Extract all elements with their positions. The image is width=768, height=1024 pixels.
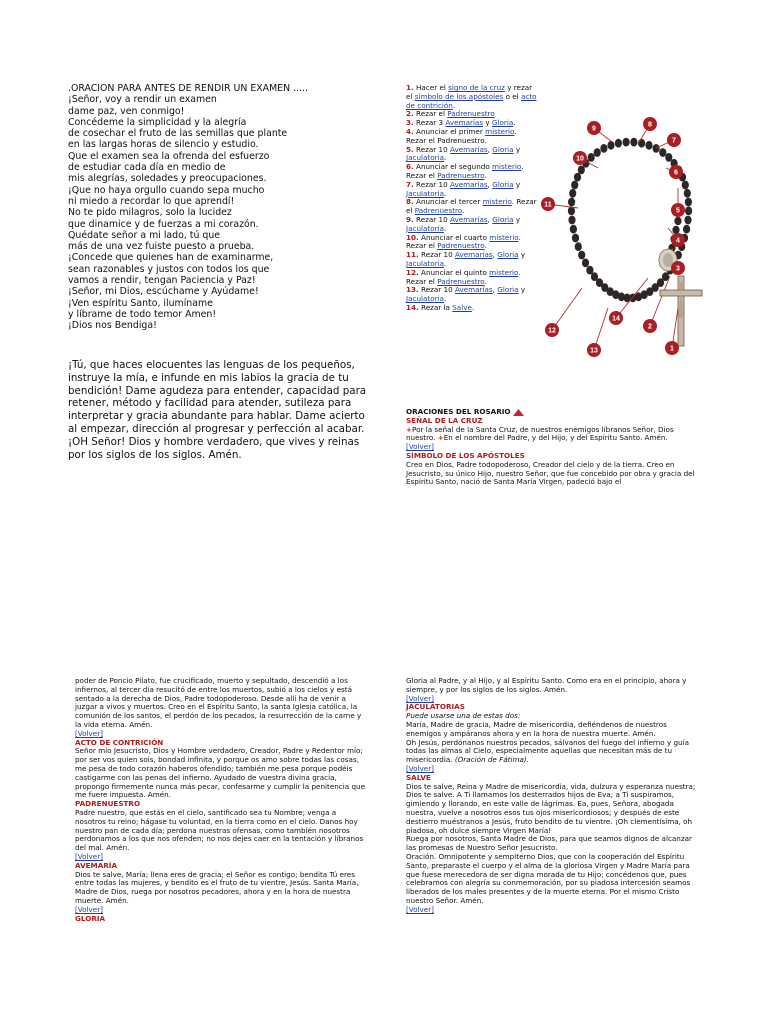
up-arrow-icon[interactable] <box>513 409 524 416</box>
simbolo-text: Creo en Dios, Padre todopoderoso, Creador del cielo y de la tierra. Creo en Jesucristo, su único Hijo, nuestro Señor, que fue concebido por obra y gracia del Espíritu Santo, nació de Santa María Virgen, padeció bajo el <box>406 459 695 487</box>
link-gloria[interactable]: Gloria <box>491 118 514 128</box>
exam-line: en las largas horas de silencio y estudio. <box>68 139 259 151</box>
acto-text: Señor mío Jesucristo, Dios y Hombre verdadero, Creador, Padre y Redentor mío; por ser vos quien sois, bondad infinita, y porque os amo sobre todas las cosas, me pesa de todo corazón haberos ofendido; también me pesa porque podéis castigarme con las penas del infierno. Ayudado de vuestra divina gracia, propongo firmemente nunca más pecar, confesarme y cumplir la penitencia que me fuere impuesta. Amén. <box>75 746 365 800</box>
exam-line: vamos a rendir, tengan Paciencia y Paz! <box>68 275 256 287</box>
step-12: 12. Anunciar el quinto misterio. Rezar el Padrenuestro. <box>406 267 521 286</box>
jac-intro: Puede usarse una de estas dos: <box>406 711 521 721</box>
link-misterio[interactable]: misterio <box>489 267 519 277</box>
step-10: 10. Anunciar el cuarto misterio. Rezar el Padrenuestro. <box>406 232 521 251</box>
rosary-number-label: 6 <box>674 169 678 177</box>
rosary-bead <box>665 153 672 162</box>
rosary-bead <box>607 141 614 150</box>
rosary-illustration <box>538 108 766 363</box>
exam-line: y líbrame de todo temor Amen! <box>68 308 217 320</box>
link-jaculatoria[interactable]: Jaculatoria <box>406 153 445 163</box>
link-misterio[interactable]: misterio <box>485 126 515 136</box>
rosary-bead <box>623 138 630 147</box>
rosary-bead <box>653 144 660 153</box>
exam-line: más de una vez fuiste puesto a prueba. <box>68 241 255 253</box>
rosary-number-label: 4 <box>676 237 680 245</box>
gloria-title: GLORIA <box>75 913 106 923</box>
cross-icon: + <box>406 424 413 434</box>
step-6: 6. Anunciar el segundo misterio. Rezar el Padrenuestro. <box>406 162 524 180</box>
link-avemarias[interactable]: Avemarías <box>449 179 488 189</box>
link-padrenuestro[interactable]: Padrenuestro <box>437 241 485 251</box>
volver-link[interactable]: [Volver] <box>406 763 434 773</box>
salve-text: Dios te salve, Reina y Madre de misericordia, vida, dulzura y esperanza nuestra; Dios te salve. A Ti llamamos los desterrados hijos de Eva; a Ti suspiramos, gimiendo y llorando, en este valle de lágrimas. Ea, pues, Señora, abogada nuestra, vuelve a nosotros esos tus ojos misericordiosos; y después de este destierro muéstranos a Jesús, fruto bendito de tu vientre. ¡Oh clementísima, oh piadosa, oh dulce siempre Virgen María! <box>406 781 696 835</box>
step-9: 9. Rezar 10 Avemarías, Gloria y Jaculatoria. <box>406 214 521 233</box>
rosary-bead <box>594 148 601 157</box>
link-avemarias[interactable]: Avemarías <box>449 214 488 224</box>
rosary-bead <box>685 207 692 216</box>
step-4: 4. Anunciar el primer misterio. Rezar el Padrenuestro. <box>406 126 517 145</box>
exam-line: de cosechar el fruto de las semillas que plante <box>68 128 288 140</box>
rosary-bead <box>674 217 681 225</box>
volver-link[interactable]: [Volver] <box>75 728 103 738</box>
padre-title: PADRENUESTRO <box>75 799 141 809</box>
step-7: 7. Rezar 10 Avemarías, Gloria y Jaculatoria. <box>406 179 521 198</box>
rosary-bead <box>630 138 637 147</box>
step-13: 13. Rezar 10 Avemarías, Gloria y Jaculatoria. <box>406 285 526 304</box>
exam-line: de estudiar cada día en medio de <box>68 162 226 174</box>
step-8: 8. Anunciar el tercer misterio. Rezar el Padrenuestro. <box>406 197 537 216</box>
acto-title: ACTO DE CONTRICIÓN <box>75 737 164 747</box>
link-padrenuestro[interactable]: Padrenuestro <box>437 276 485 286</box>
senal-text: +Por la señal de la Santa Cruz, de nuestros enemigos líbranos Señor, Dios nuestro. +En el nombre del Padre, y del Hijo, y del Espíritu Santo. Amén. <box>406 424 674 443</box>
link-avemarias[interactable]: Avemarías <box>454 285 493 295</box>
rosary-bead <box>684 189 691 198</box>
step-2: 2. Rezar el Padrenuestro <box>406 109 495 119</box>
rosary-number-label: 11 <box>544 201 552 209</box>
rosary-bead <box>600 144 607 153</box>
rosary-bead <box>682 181 689 190</box>
link-jaculatoria[interactable]: Jaculatoria <box>406 258 445 268</box>
exam-line: ¡Ven espíritu Santo, ilumíname <box>68 297 213 309</box>
crucifix-icon <box>660 276 702 346</box>
link-misterio[interactable]: misterio <box>489 232 519 242</box>
rosary-bead <box>645 141 652 150</box>
rosary-number-label: 5 <box>676 207 680 215</box>
ave-title: AVEMARÍA <box>75 860 118 870</box>
link-padrenuestro[interactable]: Padrenuestro <box>447 109 495 119</box>
step-3: 3. Rezar 3 Avemarías y Gloria. <box>406 118 516 128</box>
tu-prayer <box>68 359 368 461</box>
link-gloria[interactable]: Gloria <box>492 214 514 224</box>
exam-line: ¡Dios nos Bendiga! <box>68 320 157 332</box>
link-misterio[interactable]: misterio <box>482 197 512 207</box>
exam-line: Quédate señor a mi lado, tú que <box>68 229 221 241</box>
link-jaculatoria[interactable]: Jaculatoria <box>406 223 445 233</box>
volver-link[interactable]: [Volver] <box>406 693 434 703</box>
oraciones-section <box>406 408 698 487</box>
exam-line: Concédeme la simplicidad y la alegría <box>68 116 247 128</box>
rosary-bead <box>615 139 622 148</box>
padre-text: Padre nuestro, que estás en el cielo, santificado sea tu Nombre; venga a nosotros tu reino; hágase tu voluntad, en la tierra como en el cielo. Danos hoy nuestro pan de cada día; perdona nuestras ofensas, como también nosotros perdonamos a los que nos ofenden; no nos dejes caer en la tentación y líbranos del mal. Amén. <box>75 807 364 853</box>
exam-line: dame paz, ven conmigo! <box>68 105 185 117</box>
exam-line: sean razonables y justos con todos los que <box>68 263 270 275</box>
link-gloria[interactable]: Gloria <box>492 144 514 154</box>
volver-link[interactable]: [Volver] <box>406 442 434 452</box>
rosary-bead <box>574 173 581 182</box>
step-14: 14. Rezar la Salve. <box>406 302 475 312</box>
link-padrenuestro[interactable]: Padrenuestro <box>437 170 485 180</box>
link-gloria[interactable]: Gloria <box>492 179 514 189</box>
rosary-bead <box>569 189 576 198</box>
rosary-number-label: 7 <box>672 137 676 145</box>
rosary-bead <box>685 198 692 207</box>
rosary-number-label: 12 <box>548 327 556 335</box>
exam-line: mis alegrías, soledades y preocupaciones. <box>68 173 267 185</box>
simbolo-text-cont: poder de Poncio Pilato, fue crucificado, muerto y sepultado, descendió a los infiernos, al tercer día resucitó de entre los muertos, subió a los cielos y está sentado a la derecha de Dios, Padre todopoderoso. Desde allí ha de venir a juzgar a vivos y muertos. Creo en el Espíritu Santo, la santa Iglesia católica, la comunión de los santos, el perdón de los pecados, la resurrección de la carne y la vida eterna. Amén. <box>75 676 362 729</box>
link-salve[interactable]: Salve <box>452 302 472 312</box>
volver-link[interactable]: [Volver] <box>406 904 434 914</box>
rosary-bead <box>572 234 579 243</box>
simbolo-title: SÍMBOLO DE LOS APÓSTOLES <box>406 450 525 460</box>
tu-prayer-closing: ¡OH Señor! Dios y hombre verdadero, que vives y reinas por los siglos de los siglos. Amén. <box>68 435 360 461</box>
volver-link[interactable]: [Volver] <box>75 904 103 914</box>
rosary-bead <box>586 266 593 275</box>
exam-prayer <box>68 83 358 332</box>
rosary-bead <box>684 216 691 225</box>
rosary-number-label: 3 <box>676 265 680 273</box>
rosary-beads <box>568 138 692 303</box>
rosary-number-label: 14 <box>612 315 620 323</box>
exam-line: .ORACION PARA ANTES DE RENDIR UN EXAMEN ..... <box>68 83 308 94</box>
rosary-bead <box>571 181 578 190</box>
oraciones-column-right <box>406 677 698 915</box>
salve-oracion: Oración. Omnipotente y sempiterno Dios, que con la cooperación del Espíritu Santo, preparaste el cuerpo y el alma de la gloriosa Virgen y Madre María para que fuese merecedora de ser digna morada de tu Hijo; concédenos que, pues celebramos con alegría su conmemoración, por su piadosa intercesión seamos liberados de los males presentes y de la muerte eterna. Por el mismo Cristo nuestro Señor. Amén. <box>406 851 691 905</box>
link-avemarias[interactable]: Avemarías <box>454 250 493 260</box>
rosary-bead <box>683 225 690 234</box>
rosary-bead <box>568 198 575 207</box>
oraciones-column-left <box>75 677 365 923</box>
link-gloria[interactable]: Gloria <box>497 285 519 295</box>
exam-line: ¡Concede que quienes han de examinarme, <box>68 252 274 264</box>
rosary-number-label: 1 <box>670 345 674 353</box>
exam-line: No te pido milagros, solo la lucidez <box>68 207 232 219</box>
rosary-bead <box>582 259 589 268</box>
cross-icon: + <box>437 433 444 443</box>
link-jaculatoria[interactable]: Jaculatoria <box>406 188 445 198</box>
link-avemarias[interactable]: Avemarías <box>449 144 488 154</box>
ave-text: Dios te salve, María; llena eres de gracia; el Señor es contigo; bendita Tú eres entre todas las mujeres, y bendito es el fruto de tu vientre, Jesús. Santa María, Madre de Dios, ruega por nosotros pecadores, ahora y en la hora de nuestra muerte. Amén. <box>75 869 359 905</box>
gloria-text: Gloria al Padre, y al Hijo, y al Espíritu Santo. Como era en el principio, ahora y siempre, y por los siglos de los siglos. Amén. <box>406 676 687 694</box>
exam-line: que dinamice y de fuerzas a mi corazón. <box>68 218 259 230</box>
salve-title: SALVE <box>406 772 431 782</box>
rosary-bead <box>588 153 595 162</box>
rosary-number-label: 9 <box>592 125 596 133</box>
rosary-arrow <box>552 288 582 330</box>
jac-title: JACULATORIAS <box>406 702 465 712</box>
link-padrenuestro[interactable]: Padrenuestro <box>414 206 463 216</box>
link-simbolo[interactable]: símbolo de los apóstoles <box>414 91 504 101</box>
rosary-number-label: 8 <box>648 121 652 129</box>
exam-line: ¡Señor, mi Dios, escúchame y Ayúdame! <box>68 286 259 298</box>
volver-link[interactable]: [Volver] <box>75 851 103 861</box>
tu-prayer-paragraph: ¡Tú, que haces elocuentes las lenguas de los pequeños, instruye la mía, e infunde en mis labios la gracia de tu bendición! Dame agudeza para entender, capacidad para retener, método y facilidad para atender, sutileza para interpretar y gracia abundante para hablar. Dame acierto al empezar, dirección al progresar y perfección al acabar. <box>68 359 367 435</box>
rosary-number-label: 10 <box>576 155 584 163</box>
link-gloria[interactable]: Gloria <box>497 250 519 260</box>
rosary-bead <box>659 148 666 157</box>
jac-text-2: Oh Jesús, perdónanos nuestros pecados, sálvanos del fuego del infierno y guía todas las almas al Cielo, especialmente aquellas que necesitan más de tu misericordia. (Oración de Fátima). <box>406 737 689 765</box>
rosary-bead <box>578 251 585 260</box>
exam-line: ¡Señor, voy a rendir un examen <box>68 94 217 106</box>
step-1: 1. Hacer el signo de la cruz y rezar el símbolo de los apóstoles o el acto de contrición. <box>406 83 537 110</box>
rosary-steps <box>406 84 538 313</box>
exam-line: Que el examen sea la ofrenda del esfuerzo <box>68 150 270 162</box>
rosary-number-label: 2 <box>648 323 652 331</box>
exam-line: ¡Que no haya orgullo cuando sepa mucho <box>68 184 265 196</box>
rosary-number-label: 13 <box>590 347 598 355</box>
senal-title: SEÑAL DE LA CRUZ <box>406 415 483 425</box>
link-jaculatoria[interactable]: Jaculatoria <box>406 294 445 304</box>
step-5: 5. Rezar 10 Avemarías, Gloria y Jaculatoria. <box>406 144 521 163</box>
rosary-bead <box>568 216 575 225</box>
rosary-bead <box>638 139 645 148</box>
rosary-bead <box>672 226 679 234</box>
link-avemarias[interactable]: Avemarías <box>445 118 484 128</box>
step-11: 11. Rezar 10 Avemarías, Gloria y Jaculatoria. <box>406 250 526 268</box>
exam-line: ni miedo a recordar lo que aprendí! <box>68 195 235 207</box>
salve-ruega: Ruega por nosotros, Santa Madre de Dios, para que seamos dignos de alcanzar las promesas de Nuestro Señor Jesucristo. <box>406 834 692 853</box>
jac-text-1: María, Madre de gracia, Madre de misericordia, defiéndenos de nuestros enemigos y ampáranos ahora y en la hora de nuestra muerte. Amén. <box>406 719 667 738</box>
link-acto-contricion[interactable]: acto de contrición <box>406 91 537 110</box>
link-signo-cruz[interactable]: signo de la cruz <box>448 83 505 92</box>
oraciones-header: ORACIONES DEL ROSARIO <box>406 408 698 417</box>
rosary-bead <box>570 225 577 234</box>
rosary-bead <box>575 242 582 251</box>
link-misterio[interactable]: misterio <box>492 162 522 172</box>
